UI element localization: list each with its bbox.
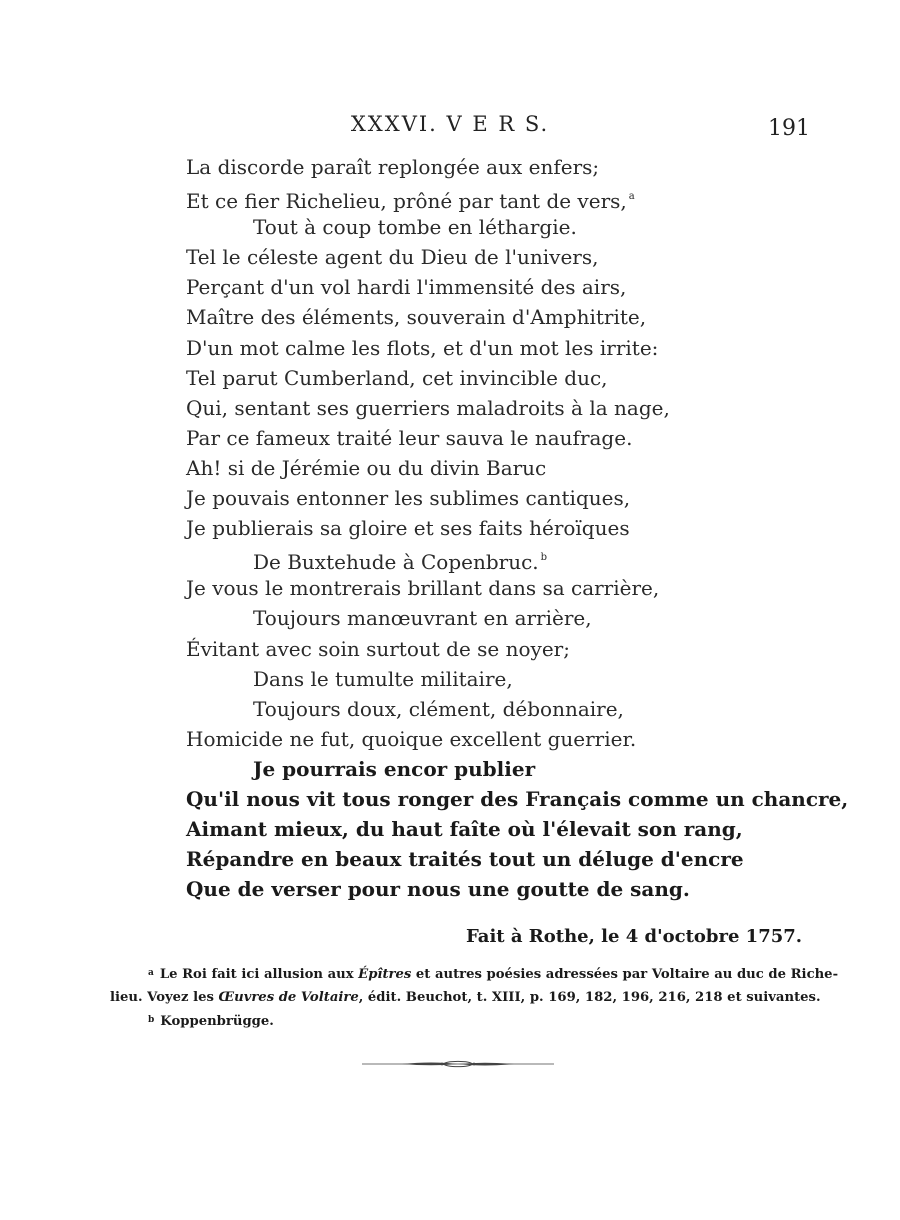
footnote-b-text: Koppenbrügge.: [160, 1014, 274, 1029]
poem-line-text: Répandre en beaux traités tout un déluge d'encre: [186, 847, 744, 872]
poem-line-text: D'un mot calme les flots, et d'un mot les irrite:: [186, 335, 659, 360]
poem-line: [186, 272, 806, 302]
footnote-b: [110, 1009, 810, 1033]
footnote-a-line-2: [110, 986, 821, 1009]
footnotes: [110, 962, 839, 1033]
poem-line: [186, 393, 806, 423]
poem-line-text: Tel le céleste agent du Dieu de l'univers,: [186, 245, 599, 270]
poem-line: [186, 302, 806, 332]
poem-line-text: Évitant avec soin surtout de se noyer;: [186, 636, 570, 661]
poem-line: [186, 814, 806, 844]
poem-line: [186, 513, 806, 543]
footnote-a-mark: a: [148, 968, 154, 978]
poem-line-text: De Buxtehude à Copenbruc.: [253, 550, 539, 575]
poem-line-text: Aimant mieux, du haut faîte où l'élevait son rang,: [186, 817, 743, 842]
poem-line: [186, 603, 806, 633]
poem-line: [186, 212, 806, 242]
poem-line: [186, 573, 806, 603]
poem-line: [186, 724, 806, 754]
footnote-a-italic-2: Œuvres de Voltaire: [218, 990, 359, 1005]
poem-line: [186, 453, 806, 483]
footnote-b-mark: b: [148, 1015, 155, 1025]
poem-line-text: Ah! si de Jérémie ou du divin Baruc: [186, 455, 547, 480]
poem-line-text: Je pourrais encor publier: [253, 756, 536, 781]
poem-line: [186, 333, 806, 363]
poem-line-text: Homicide ne fut, quoique excellent guerrier.: [186, 726, 637, 751]
poem-line: [186, 844, 806, 874]
poem-line-text: Toujours manœuvrant en arrière,: [253, 606, 592, 631]
footnote-a-text-3: lieu. Voyez les: [110, 990, 219, 1005]
poem-line-text: La discorde paraît replongée aux enfers;: [186, 155, 600, 179]
poem-line-text: Je pouvais entonner les sublimes cantiques,: [186, 486, 631, 511]
poem-line-text: Toujours doux, clément, débonnaire,: [253, 696, 624, 721]
poem-line: [186, 634, 806, 664]
poem-line-text: Dans le tumulte militaire,: [253, 666, 513, 691]
poem-signature: Fait à Rothe, le 4 d'octobre 1757.: [466, 926, 803, 947]
poem-line: [186, 152, 806, 182]
poem-line-text: Qui, sentant ses guerriers maladroits à la nage,: [186, 395, 670, 420]
poem-line-text: Qu'il nous vit tous ronger des Français comme un chancre,: [186, 786, 849, 811]
poem-line: [186, 182, 806, 212]
poem-line: [186, 543, 806, 573]
poem-line: [186, 423, 806, 453]
poem-line-text: Que de verser pour nous une goutte de sang.: [186, 877, 690, 902]
poem-line-text: Perçant d'un vol hardi l'immensité des airs,: [186, 275, 627, 300]
footnote-a-line-1: [110, 962, 839, 986]
footnote-reference: a: [628, 191, 635, 203]
poem-line: [186, 874, 806, 904]
footnote-a-italic-1: Épîtres: [358, 967, 412, 982]
poem-line-text: Et ce fier Richelieu, prôné par tant de vers,: [186, 189, 627, 214]
poem-line: [186, 242, 806, 272]
running-title: XXXVI. V E R S.: [350, 112, 550, 136]
poem-line: [186, 784, 849, 814]
poem-line-text: Tel parut Cumberland, cet invincible duc,: [186, 365, 608, 390]
poem-line: [186, 363, 806, 393]
poem-line-text: Je publierais sa gloire et ses faits héroïques: [186, 516, 630, 541]
poem-line-text: Je vous le montrerais brillant dans sa carrière,: [186, 576, 660, 601]
poem-line-text: Par ce fameux traité leur sauva le naufrage.: [186, 425, 633, 450]
poem-line: [186, 483, 806, 513]
footnote-a-text-1: Le Roi fait ici allusion aux: [159, 967, 359, 982]
footnote-a-text-4: , édit. Beuchot, t. XIII, p. 169, 182, 196, 216, 218 et suivantes.: [358, 990, 821, 1005]
footnote-reference: b: [540, 552, 548, 564]
page-number: 191: [768, 116, 810, 141]
poem-line: [186, 694, 806, 724]
tail-ornament-icon: [362, 1058, 554, 1070]
poem-line: [186, 754, 806, 784]
poem-line: [186, 664, 806, 694]
poem-body: [186, 152, 849, 904]
poem-line-text: Maître des éléments, souverain d'Amphitrite,: [186, 305, 647, 330]
footnote-a-text-2: et autres poésies adressées par Voltaire au duc de Riche-: [411, 967, 839, 982]
poem-line-text: Tout à coup tombe en léthargie.: [253, 215, 577, 240]
